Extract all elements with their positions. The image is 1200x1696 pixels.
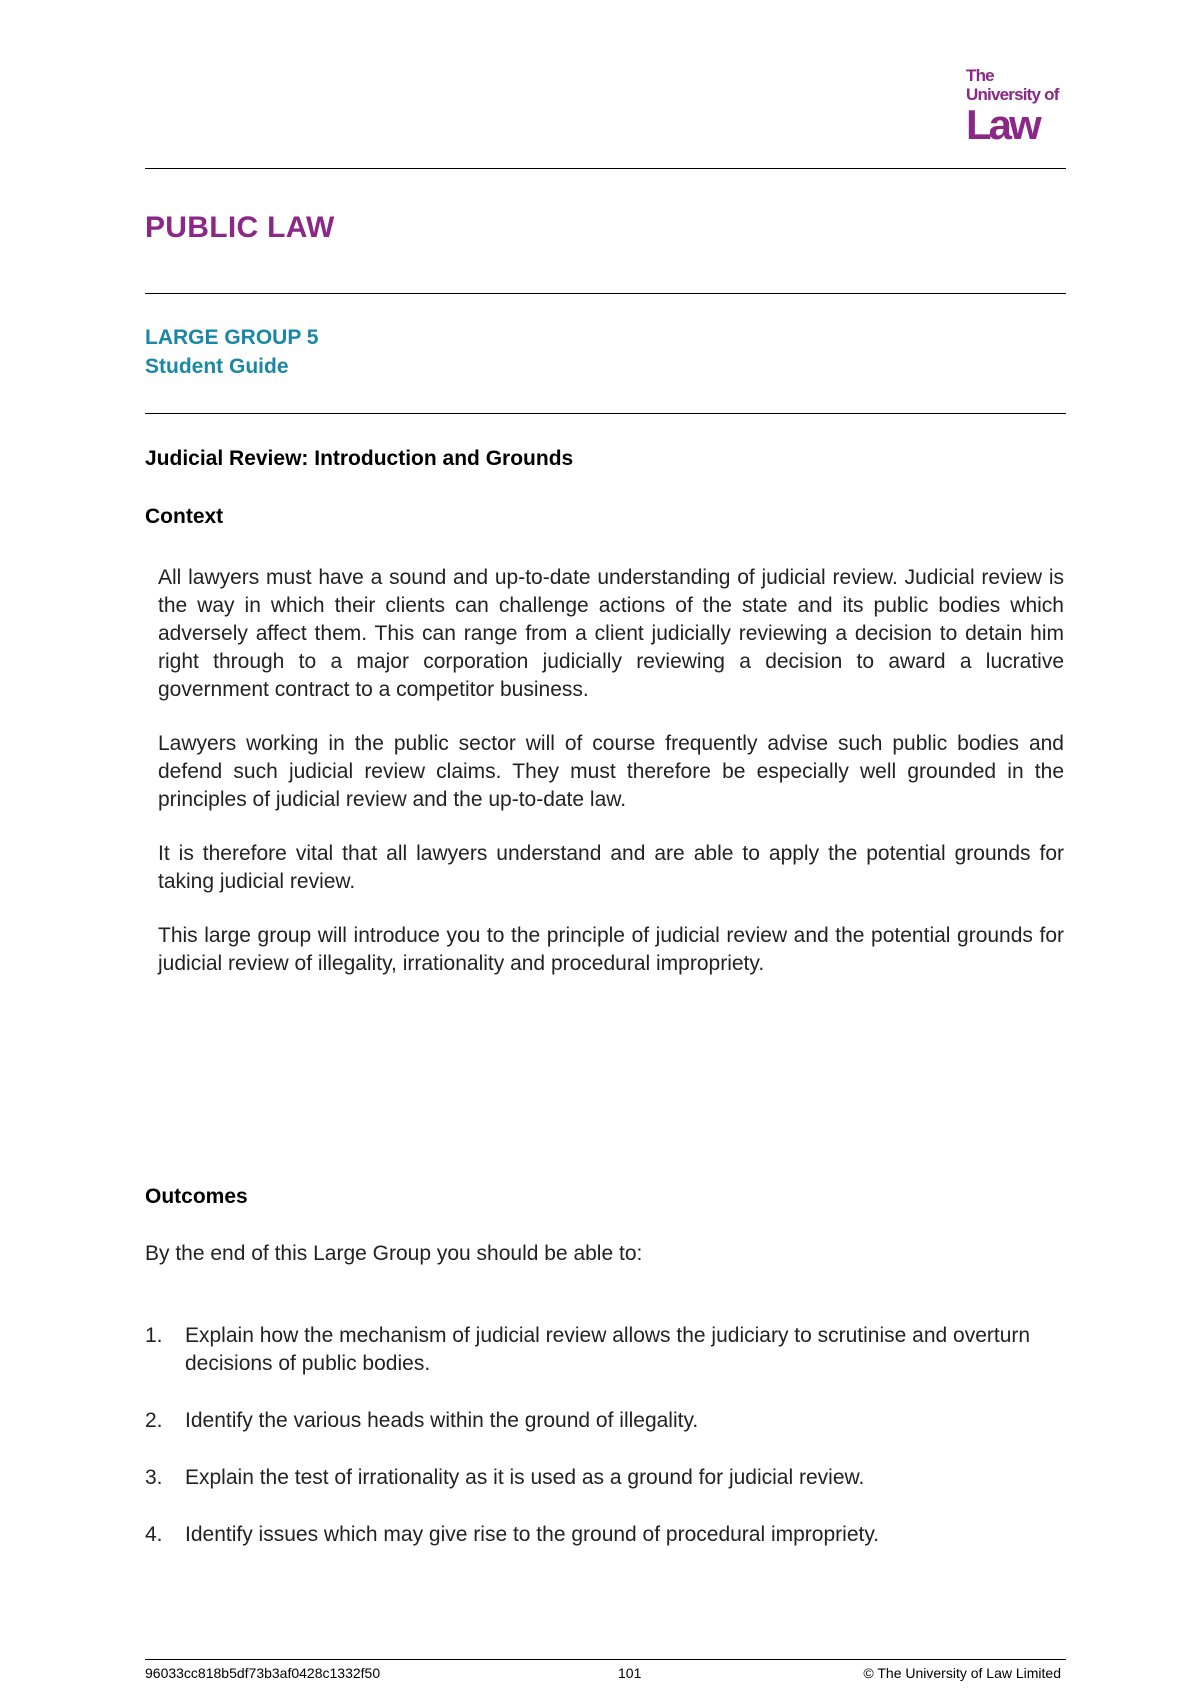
list-item [145, 1464, 1045, 1492]
university-logo [966, 66, 1066, 148]
list-item-text: Explain the test of irrationality as it is used as a ground for judicial review. [185, 1466, 865, 1489]
list-item-number: 2. [145, 1409, 163, 1432]
divider-title [145, 293, 1066, 294]
outcomes-list [145, 1322, 1045, 1578]
divider-top [145, 168, 1066, 169]
copyright-notice: © The University of Law Limited [863, 1665, 1061, 1681]
topic-heading: Judicial Review: Introduction and Grounds [145, 447, 574, 470]
page-footer [145, 1661, 1066, 1685]
list-item-number: 1. [145, 1324, 163, 1347]
logo-line-university: University of [966, 85, 1059, 104]
list-item-number: 4. [145, 1523, 163, 1546]
list-item-text: Identify the various heads within the ground of illegality. [185, 1409, 699, 1432]
list-item [145, 1322, 1045, 1378]
logo-line-the: The [966, 66, 994, 85]
logo-line-law: Law [966, 101, 1039, 148]
context-heading: Context [145, 505, 224, 528]
list-item-text: Identify issues which may give rise to the ground of procedural impropriety. [185, 1523, 880, 1546]
list-item [145, 1407, 1045, 1435]
context-paragraph: It is therefore vital that all lawyers understand and are able to apply the potential grounds for taking judicial review. [158, 842, 1064, 893]
outcomes-intro: By the end of this Large Group you should be able to: [145, 1242, 643, 1265]
page-number: 101 [618, 1665, 642, 1681]
subtitle-group: LARGE GROUP 5 [145, 326, 319, 349]
list-item-number: 3. [145, 1466, 163, 1489]
divider-subtitle [145, 413, 1066, 414]
list-item [145, 1521, 1045, 1549]
context-paragraph: This large group will introduce you to the principle of judicial review and the potential grounds for judicial review of illegality, irrationality and procedural impropriety. [158, 924, 1064, 975]
context-paragraph: Lawyers working in the public sector will of course frequently advise such public bodies and defend such judicial review claims. They must therefore be especially well grounded in the principles of judicial review and the up-to-date law. [158, 732, 1064, 811]
page-title: PUBLIC LAW [145, 211, 335, 244]
document-code: 96033cc818b5df73b3af0428c1332f50 [145, 1665, 381, 1681]
context-body [158, 564, 1064, 1004]
divider-footer [145, 1659, 1066, 1660]
subtitle-guide: Student Guide [145, 355, 289, 378]
list-item-text: Explain how the mechanism of judicial review allows the judiciary to scrutinise and overturn decisions of public bodies. [185, 1324, 1031, 1375]
context-paragraph: All lawyers must have a sound and up-to-date understanding of judicial review. Judicial review is the way in which their clients can challenge actions of the state and its public bodies which adversely affect them. This can range from a client judicially reviewing a decision to detain him right through to a major corporation judicially reviewing a decision to award a lucrative government contract to a competitor business. [158, 566, 1064, 701]
outcomes-heading: Outcomes [145, 1185, 248, 1208]
